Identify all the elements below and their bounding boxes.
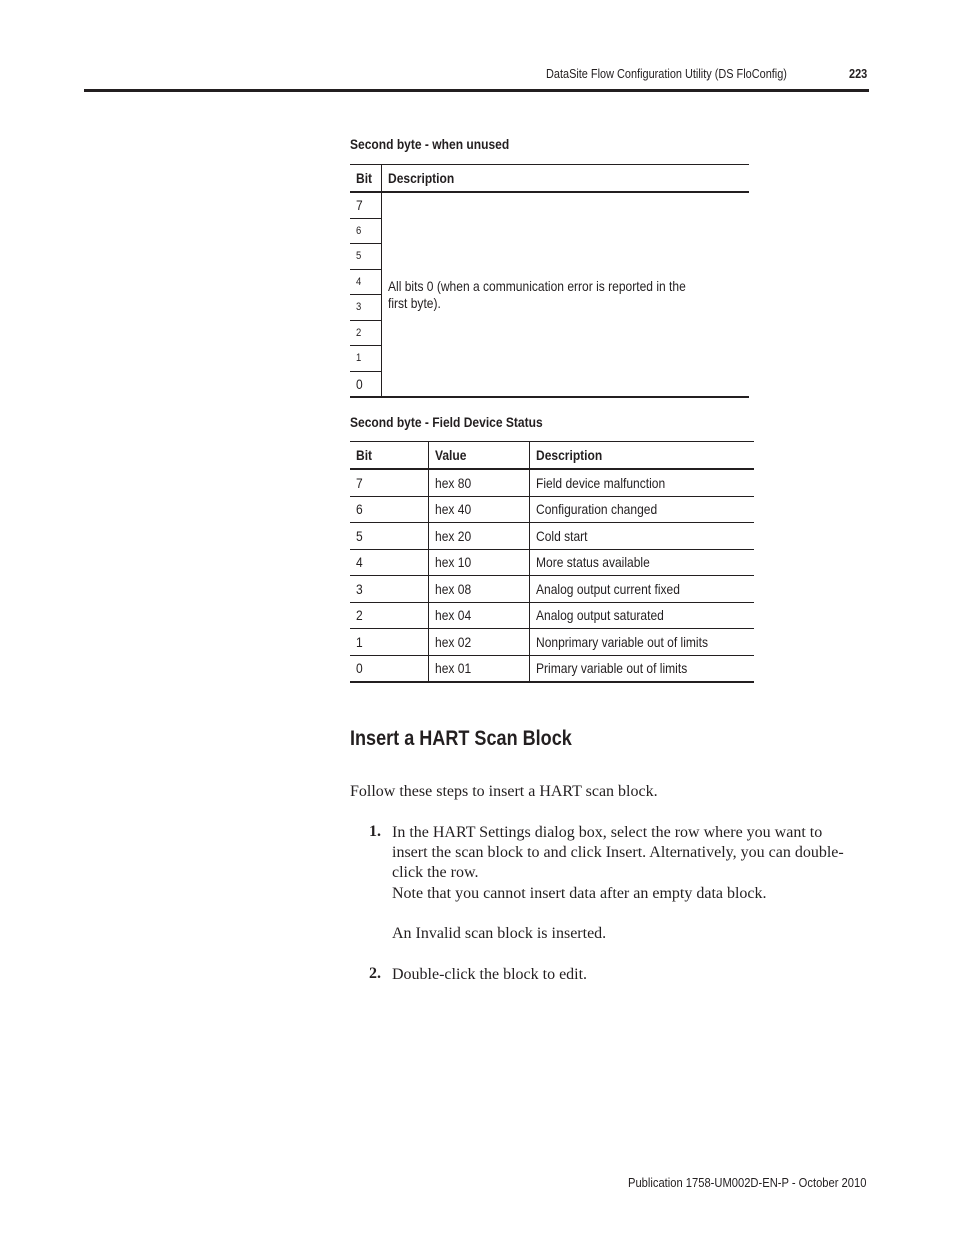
description-cell: Configuration changed (530, 496, 755, 523)
bit-cell: 7 (350, 192, 381, 218)
header-bit: Bit (350, 442, 429, 470)
value-cell: hex 80 (429, 469, 530, 496)
step-1-text: In the HART Settings dialog box, select the row where you want to insert the scan block to and click Insert. Alternatively, you can double-click the row. (392, 824, 844, 881)
description-cell: Nonprimary variable out of limits (530, 629, 755, 656)
table-field-device-status (350, 441, 754, 683)
description-cell: Analog output saturated (530, 602, 755, 629)
header-value: Value (429, 442, 530, 470)
bit-cell: 3 (350, 295, 381, 321)
step-2-number: 2. (369, 965, 381, 982)
bit-cell: 0 (350, 371, 381, 397)
bit-cell: 0 (350, 655, 429, 682)
value-cell: hex 10 (429, 549, 530, 576)
value-cell: hex 40 (429, 496, 530, 523)
value-cell: hex 20 (429, 523, 530, 550)
bit-cell: 4 (350, 269, 381, 295)
step-1-result: An Invalid scan block is inserted. (392, 925, 607, 942)
table-unused-caption: Second byte - when unused (350, 136, 510, 152)
bit-cell: 4 (350, 549, 429, 576)
table-row (350, 576, 754, 603)
bit-cell: 5 (350, 523, 429, 550)
step-1-note: Note that you cannot insert data after an empty data block. (392, 885, 767, 902)
value-cell: hex 01 (429, 655, 530, 682)
table-row (350, 549, 754, 576)
description-cell: Field device malfunction (530, 469, 755, 496)
table-row (350, 655, 754, 682)
table-second-byte-unused (350, 164, 749, 398)
running-header-title: DataSite Flow Configuration Utility (DS FloConfig) (546, 66, 787, 81)
table-status-caption: Second byte - Field Device Status (350, 414, 543, 430)
description-cell: Primary variable out of limits (530, 655, 755, 682)
bit-cell: 2 (350, 602, 429, 629)
header-description: Description (530, 442, 755, 470)
table-header-row (350, 165, 749, 193)
page-number: 223 (849, 66, 868, 81)
publication-footer: Publication 1758-UM002D-EN-P - October 2010 (628, 1175, 867, 1190)
intro-text: Follow these steps to insert a HART scan block. (350, 783, 658, 800)
bit-cell: 1 (350, 346, 381, 372)
bit-cell: 3 (350, 576, 429, 603)
description-cell: Cold start (530, 523, 755, 550)
bit-cell: 1 (350, 629, 429, 656)
header-description: Description (381, 165, 749, 193)
table-row (350, 602, 754, 629)
description-cell: All bits 0 (when a communication error is reported in the first byte). (381, 192, 749, 397)
value-cell: hex 04 (429, 602, 530, 629)
header-bit: Bit (350, 165, 381, 193)
table-row (350, 629, 754, 656)
bit-cell: 5 (350, 244, 381, 270)
value-cell: hex 08 (429, 576, 530, 603)
description-cell: More status available (530, 549, 755, 576)
value-cell: hex 02 (429, 629, 530, 656)
description-cell: Analog output current fixed (530, 576, 755, 603)
bit-cell: 6 (350, 496, 429, 523)
step-1-number: 1. (369, 823, 381, 840)
table-header-row (350, 442, 754, 470)
step-2-text: Double-click the block to edit. (392, 966, 588, 983)
table-row (350, 523, 754, 550)
header-rule (84, 89, 869, 92)
bit-cell: 7 (350, 469, 429, 496)
table-row (350, 469, 754, 496)
section-title: Insert a HART Scan Block (350, 727, 572, 750)
bit-cell: 6 (350, 218, 381, 244)
bit-cell: 2 (350, 320, 381, 346)
table-row (350, 192, 749, 218)
table-row (350, 496, 754, 523)
